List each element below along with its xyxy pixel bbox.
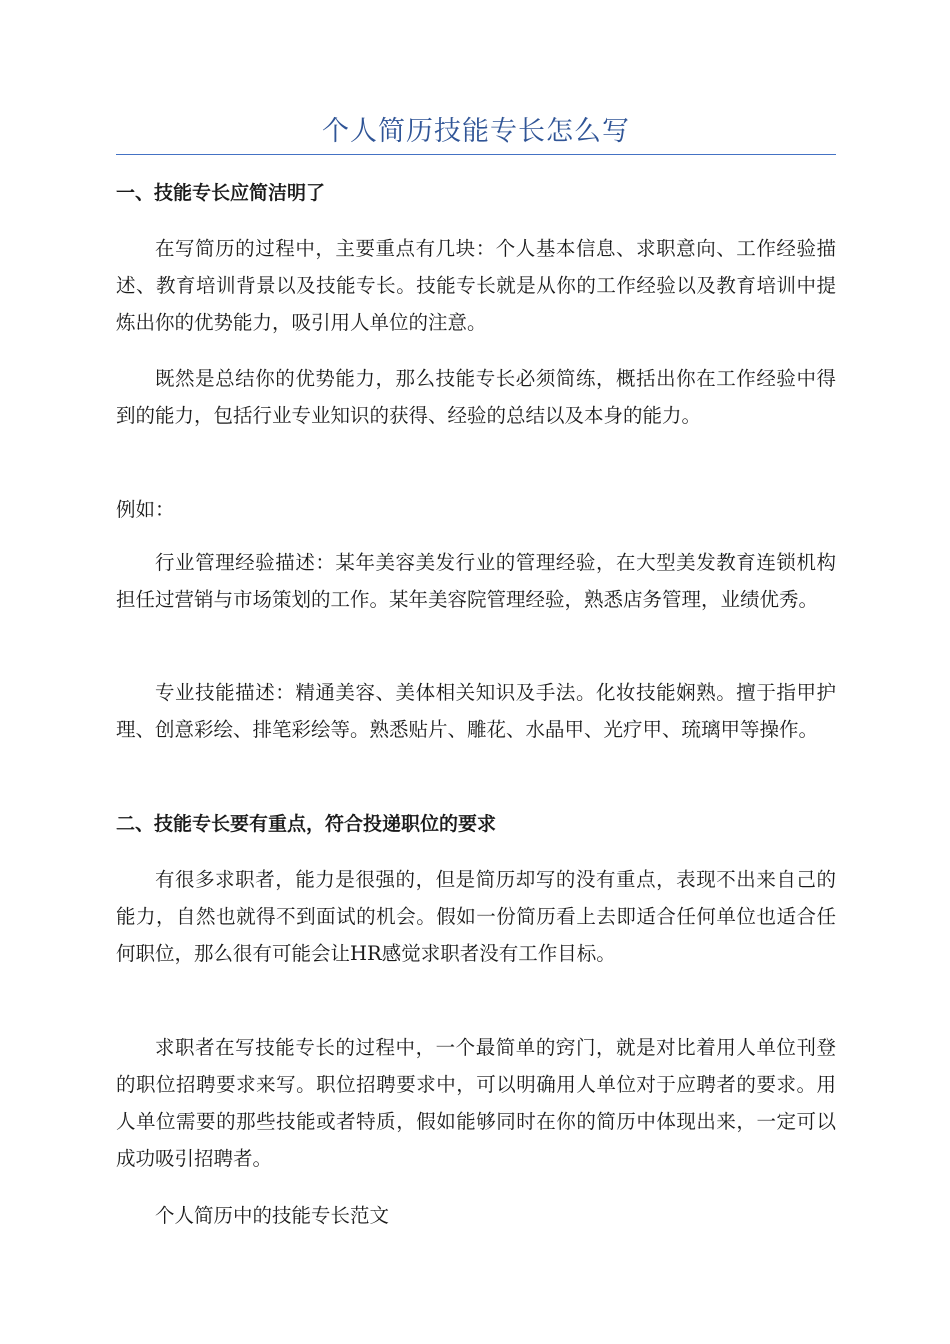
document-title: 个人简历技能专长怎么写: [322, 116, 630, 147]
section-2-paragraph-1: 有很多求职者，能力是很强的，但是简历却写的没有重点，表现不出来自己的能力，自然也就得不到面试的机会。假如一份简历看上去即适合任何单位也适合任何职位，那么很有可能会让HR感觉求职者没有工作目标。: [116, 868, 836, 965]
section-2-paragraph-2: 求职者在写技能专长的过程中，一个最简单的窍门，就是对比着用人单位刊登的职位招聘要求来写。职位招聘要求中，可以明确用人单位对于应聘者的要求。用人单位需要的那些技能或者特质，假如能够同时在你的简历中体现出来，一定可以成功吸引招聘者。: [116, 1036, 836, 1170]
section-heading-2: 二、技能专长要有重点，符合投递职位的要求: [116, 813, 497, 835]
title-underline: [116, 154, 836, 155]
section-1-paragraph-2: 既然是总结你的优势能力，那么技能专长必须简练，概括出你在工作经验中得到的能力，包括行业专业知识的获得、经验的总结以及本身的能力。: [116, 367, 836, 427]
section-heading-1: 一、技能专长应简洁明了: [116, 182, 326, 204]
section-1-paragraph-3: 行业管理经验描述：某年美容美发行业的管理经验，在大型美发教育连锁机构担任过营销与市场策划的工作。某年美容院管理经验，熟悉店务管理，业绩优秀。: [116, 551, 836, 611]
section-1-paragraph-1: 在写简历的过程中，主要重点有几块：个人基本信息、求职意向、工作经验描述、教育培训背景以及技能专长。技能专长就是从你的工作经验以及教育培训中提炼出你的优势能力，吸引用人单位的注意。: [116, 237, 836, 334]
example-label: 例如：: [116, 498, 175, 521]
section-2-paragraph-3: 个人简历中的技能专长范文: [155, 1204, 390, 1227]
section-1-paragraph-4: 专业技能描述：精通美容、美体相关知识及手法。化妆技能娴熟。擅于指甲护理、创意彩绘、排笔彩绘等。熟悉贴片、雕花、水晶甲、光疗甲、琉璃甲等操作。: [116, 681, 836, 741]
